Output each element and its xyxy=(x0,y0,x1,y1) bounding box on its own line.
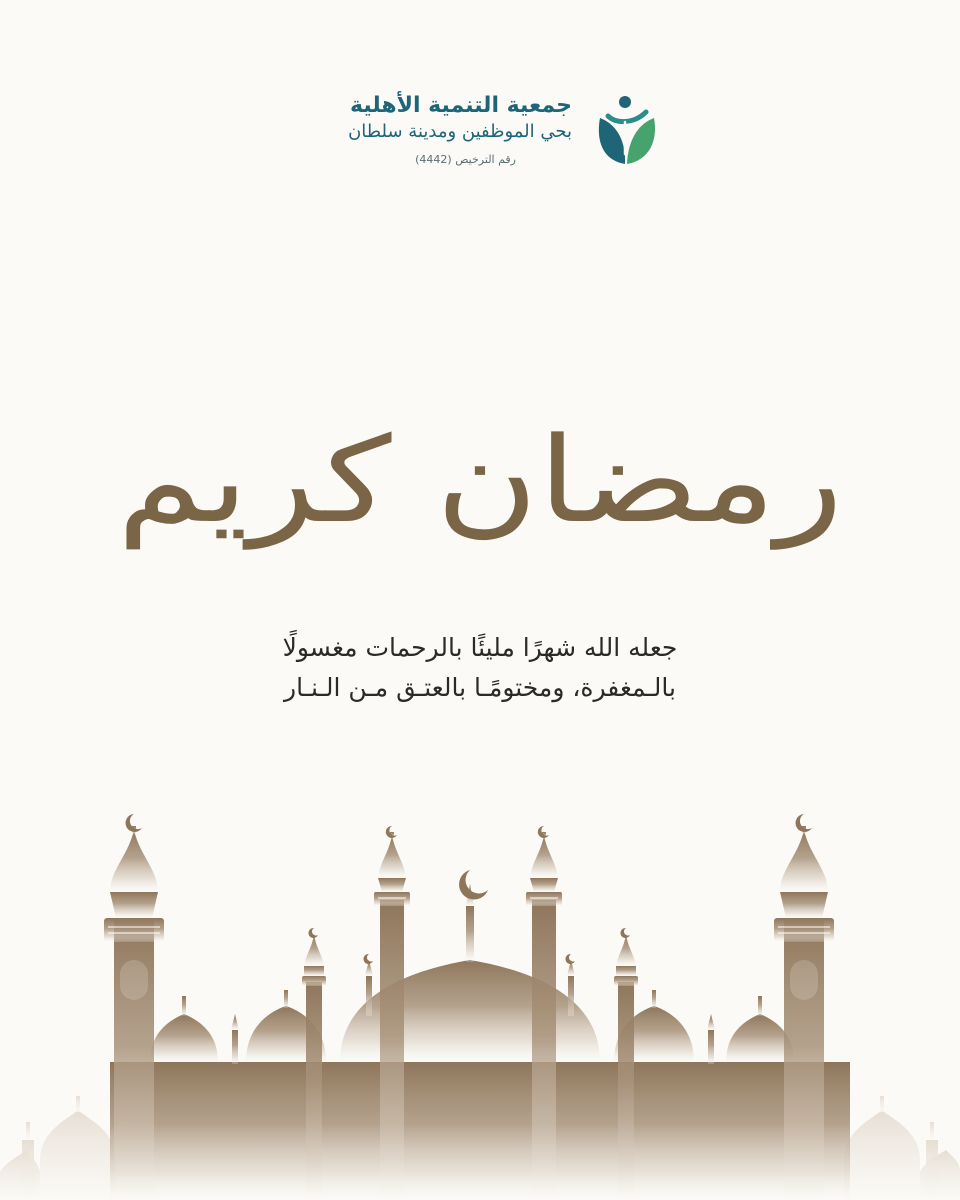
greeting-text xyxy=(200,628,760,708)
mosque-body xyxy=(104,826,850,1200)
person-leaves-logo-icon xyxy=(594,94,660,166)
greeting-line-2: بالـمغفرة، ومختومًـا بالعتـق مـن الـنـار xyxy=(284,673,676,702)
org-subname: بحي الموظفين ومدينة سلطان xyxy=(348,121,572,142)
license-number: رقم الترخيص (4442) xyxy=(415,153,516,166)
greeting-line-1: جعله الله شهرًا مليئًا بالرحمات مغسولًا xyxy=(282,633,678,662)
mosque-silhouette-icon xyxy=(0,800,960,1200)
ramadan-kareem-calligraphy xyxy=(116,395,844,595)
org-header xyxy=(320,92,660,182)
calligraphy-text: رمضان كريم xyxy=(116,411,844,549)
org-name: جمعية التنمية الأهلية xyxy=(350,93,572,118)
org-text-block xyxy=(312,92,572,168)
